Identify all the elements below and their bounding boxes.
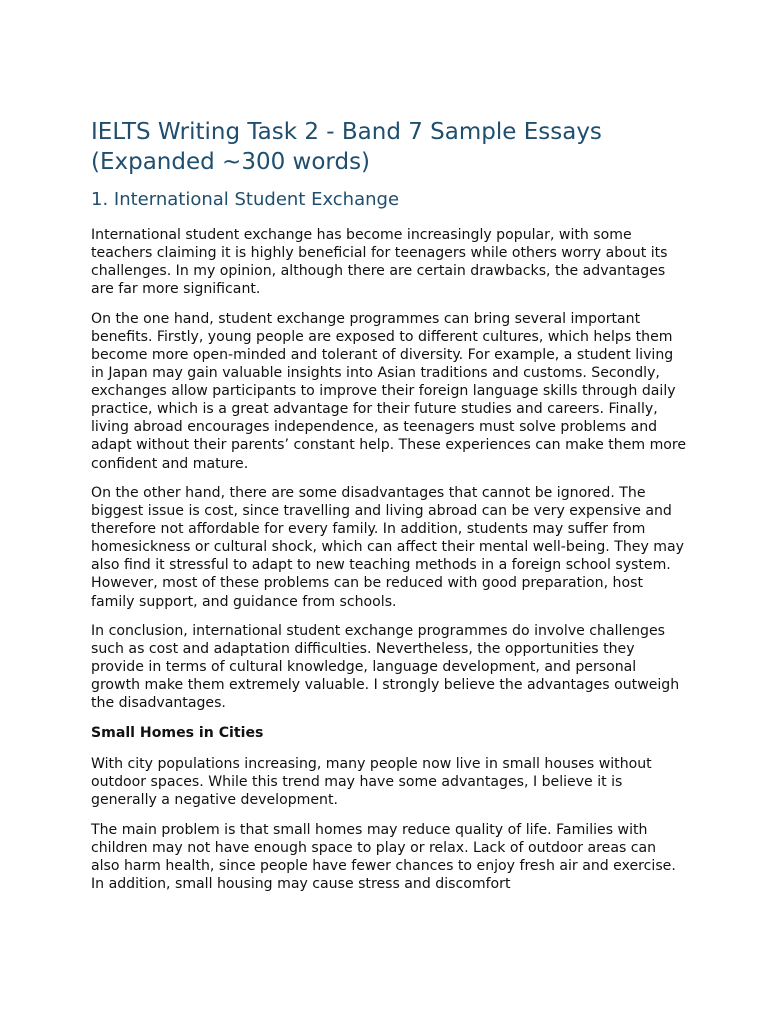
document-title: IELTS Writing Task 2 - Band 7 Sample Essays (Expanded ~300 words) [91, 119, 602, 175]
essay2-paragraph-1: With city populations increasing, many people now live in small houses without outdoor spaces. While this trend may have some advantages, I believe it is generally a negative development. [91, 755, 652, 809]
essay2-heading: Small Homes in Cities [91, 724, 264, 741]
essay2-paragraph-2: The main problem is that small homes may reduce quality of life. Families with children may not have enough space to play or relax. Lack of outdoor areas can also harm health, since people have fewer chances to enjoy fresh air and exercise. In addition, small housing may cause stress and discomfort [91, 821, 676, 892]
document-page [91, 117, 687, 904]
essay1-paragraph-2: On the one hand, student exchange programmes can bring several important benefits. Firstly, young people are exposed to different cultures, which helps them become more open-minded and tolerant of diversity. For example, a student living in Japan may gain valuable insights into Asian traditions and customs. Secondly, exchanges allow participants to improve their foreign language skills through daily practice, which is a great advantage for their future studies and careers. Finally, living abroad encourages independence, as teenagers must solve problems and adapt without their parents’ constant help. These experiences can make them more confident and mature. [91, 310, 687, 472]
essay1-heading: 1. International Student Exchange [91, 189, 400, 210]
essay1-paragraph-1: International student exchange has become increasingly popular, with some teachers claiming it is highly beneficial for teenagers while others worry about its challenges. In my opinion, although there are certain drawbacks, the advantages are far more significant. [91, 227, 668, 298]
essay1-paragraph-4: In conclusion, international student exchange programmes do involve challenges such as cost and adaptation difficulties. Nevertheless, the opportunities they provide in terms of cultural knowledge, language development, and personal growth make them extremely valuable. I strongly believe the advantages outweigh the disadvantages. [91, 623, 680, 712]
essay1-paragraph-3: On the other hand, there are some disadvantages that cannot be ignored. The biggest issue is cost, since travelling and living abroad can be very expensive and therefore not affordable for every family. In addition, students may suffer from homesickness or cultural shock, which can affect their mental well-being. They may also find it stressful to adapt to new teaching methods in a foreign school system. However, most of these problems can be reduced with good preparation, host family support, and guidance from schools. [91, 485, 684, 610]
